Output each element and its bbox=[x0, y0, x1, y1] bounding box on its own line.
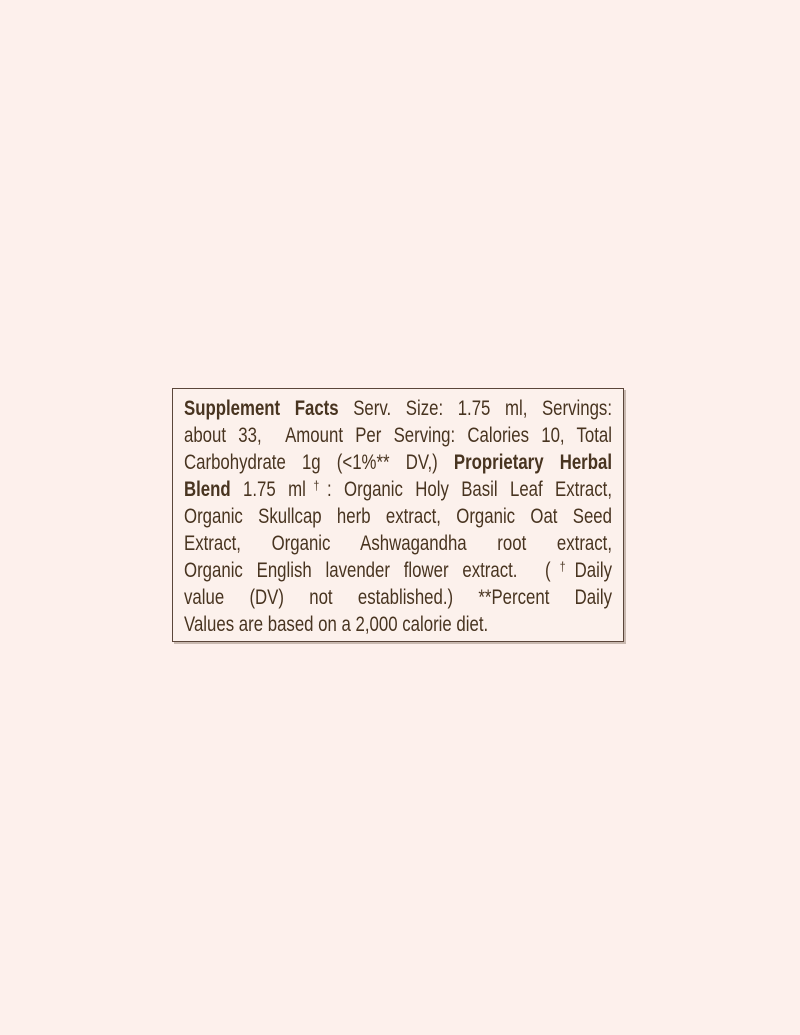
facts-line bbox=[184, 503, 612, 530]
dagger-superscript: † bbox=[305, 478, 328, 493]
facts-line bbox=[184, 584, 612, 611]
facts-line bbox=[184, 449, 612, 476]
facts-bold-text: Supplement Facts bbox=[184, 397, 339, 420]
dagger-superscript: † bbox=[550, 559, 575, 574]
facts-text: Values are based on a 2,000 calorie diet. bbox=[184, 613, 489, 636]
supplement-facts-panel bbox=[172, 388, 624, 642]
facts-text: Serv. Size: 1.75 ml, Servings: bbox=[338, 397, 613, 420]
facts-text: Organic English lavender flower extract. ( bbox=[184, 559, 551, 582]
facts-line bbox=[184, 557, 612, 584]
facts-bold-text: Blend bbox=[184, 478, 231, 501]
facts-line bbox=[184, 422, 612, 449]
facts-text: Carbohydrate 1g (<1%** DV,) bbox=[184, 451, 454, 474]
supplement-facts-text-block bbox=[184, 395, 612, 638]
facts-text: Extract, Organic Ashwagandha root extract, bbox=[184, 532, 612, 555]
facts-line bbox=[184, 611, 612, 638]
facts-text: value (DV) not established.) **Percent Daily bbox=[184, 586, 612, 609]
facts-text: about 33, Amount Per Serving: Calories 10, Total bbox=[184, 424, 612, 447]
facts-text: Organic Skullcap herb extract, Organic Oat Seed bbox=[184, 505, 612, 528]
facts-text: : Organic Holy Basil Leaf Extract, bbox=[327, 478, 613, 501]
facts-line bbox=[184, 476, 612, 503]
facts-line bbox=[184, 395, 612, 422]
facts-line bbox=[184, 530, 612, 557]
facts-text: Daily bbox=[574, 559, 612, 582]
facts-bold-text: Proprietary Herbal bbox=[453, 451, 612, 474]
facts-text: 1.75 ml bbox=[230, 478, 306, 501]
